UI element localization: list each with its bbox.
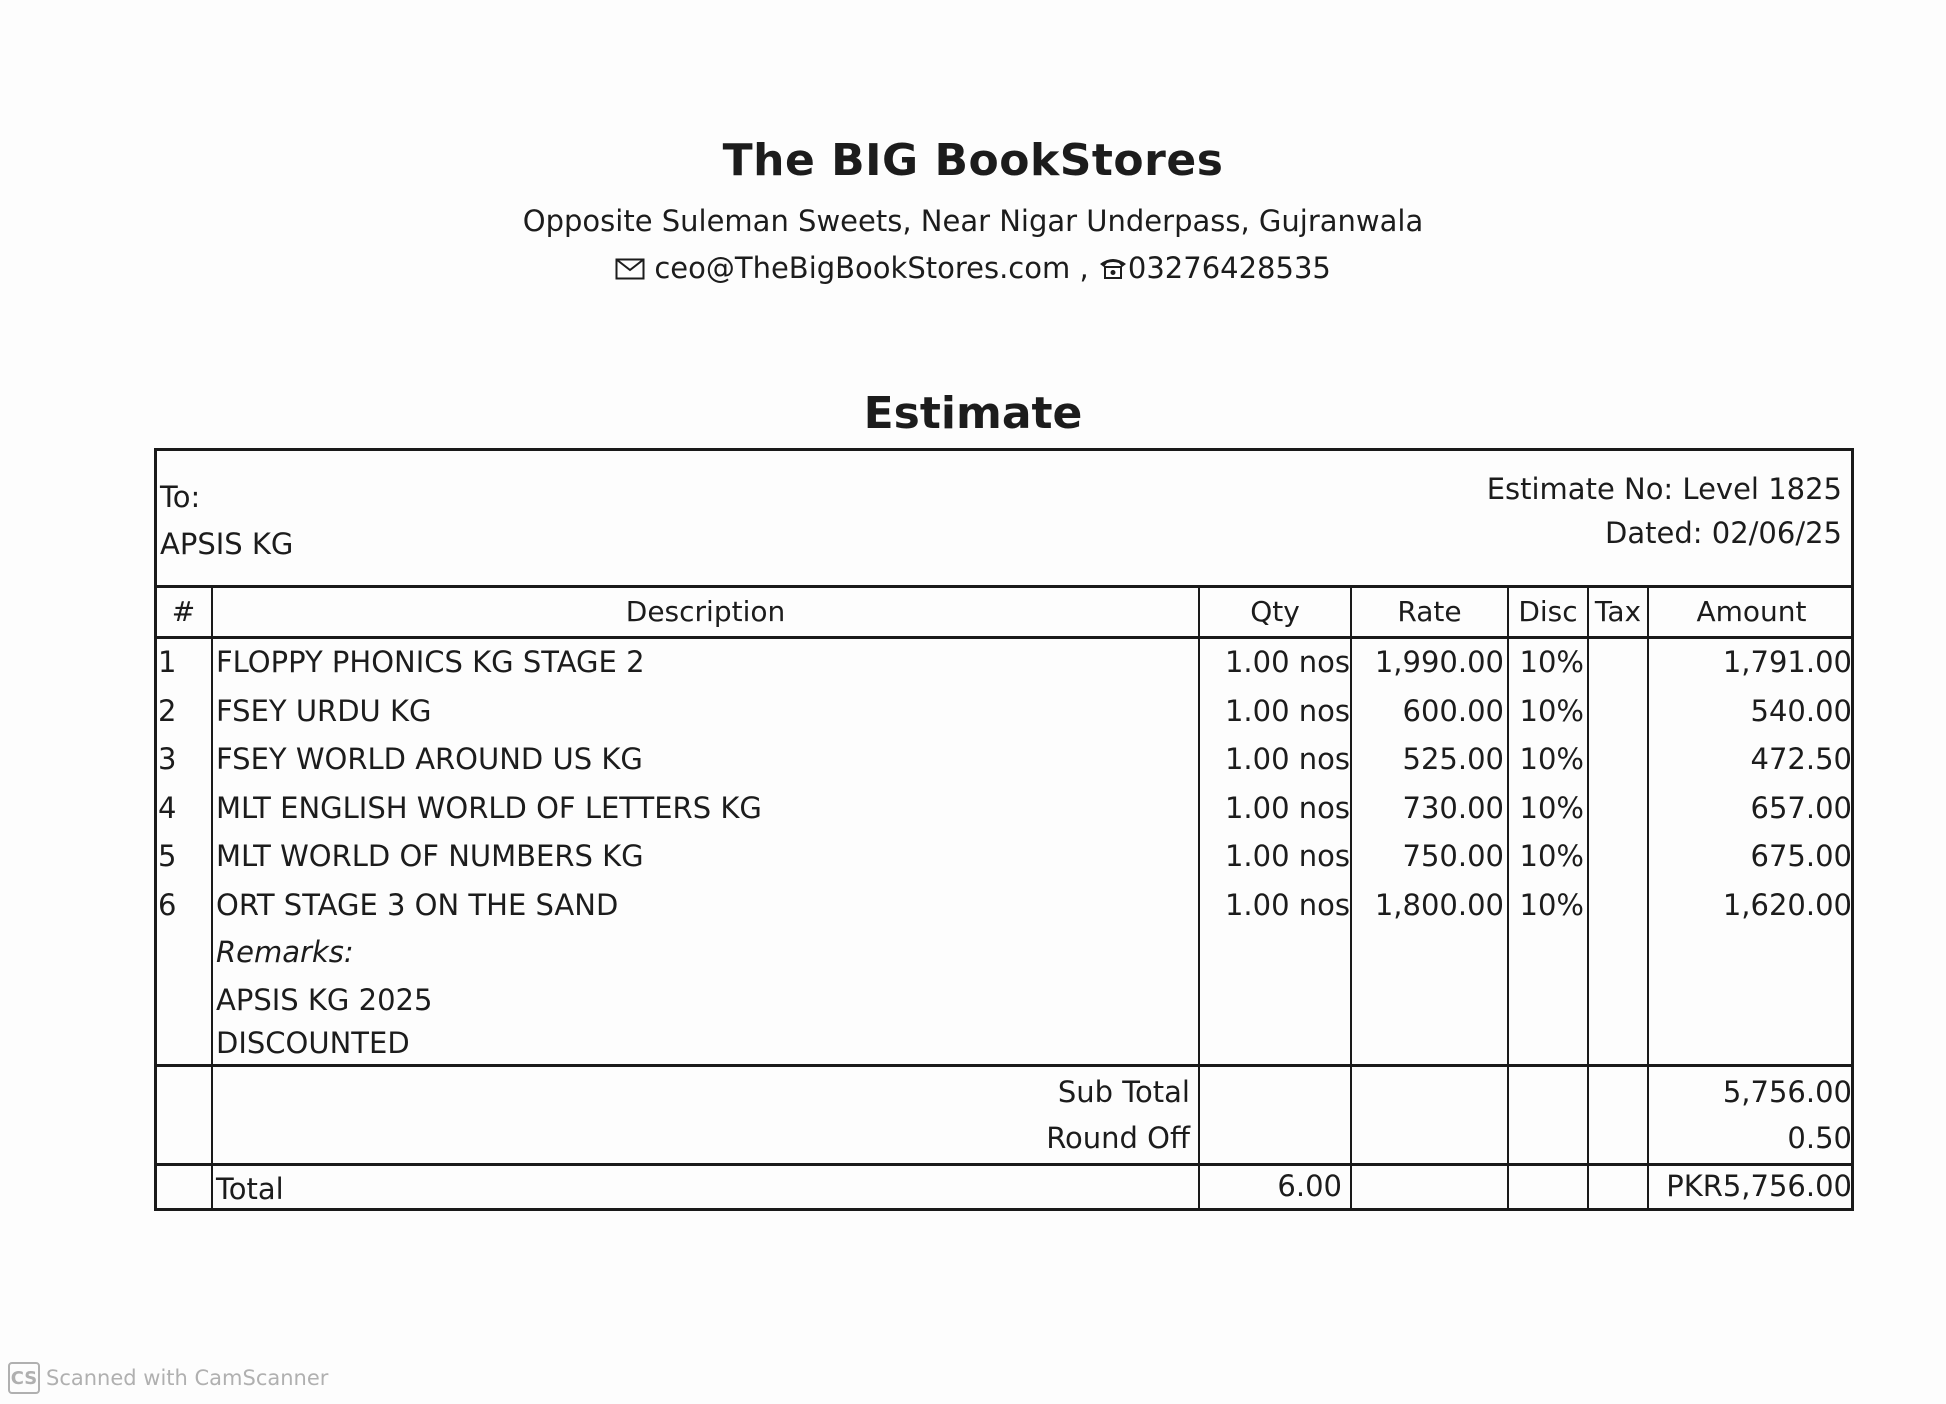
header-tax: Tax (1594, 595, 1642, 628)
row-description: FLOPPY PHONICS KG STAGE 2 (216, 645, 645, 679)
document-title: Estimate (863, 388, 1083, 439)
camscanner-watermark (8, 1362, 328, 1394)
row-qty: 1.00 nos (1224, 645, 1350, 679)
row-rate: 1,990.00 (1374, 645, 1504, 679)
store-email: ceo@TheBigBookStores.com , (654, 251, 1089, 285)
rule-header-bottom (154, 636, 1854, 639)
total-amount: PKR5,756.00 (1666, 1169, 1852, 1203)
row-disc: 10% (1519, 645, 1584, 679)
row-disc: 10% (1519, 839, 1584, 873)
store-address: Opposite Suleman Sweets, Near Nigar Underpass, Gujranwala (522, 204, 1424, 238)
row-disc: 10% (1519, 694, 1584, 728)
row-number: 3 (158, 742, 177, 776)
telephone-icon (1098, 253, 1128, 287)
roundoff-value: 0.50 (1787, 1121, 1852, 1155)
header-qty: Qty (1250, 595, 1300, 628)
row-description: FSEY WORLD AROUND US KG (216, 742, 643, 776)
row-rate: 1,800.00 (1374, 888, 1504, 922)
subtotal-label: Sub Total (1057, 1075, 1190, 1109)
customer-name: APSIS KG (160, 527, 294, 561)
store-contact (0, 251, 1946, 287)
row-disc: 10% (1519, 888, 1584, 922)
estimate-number: Estimate No: Level 1825 (1486, 472, 1842, 506)
row-qty: 1.00 nos (1224, 694, 1350, 728)
column-divider (1198, 585, 1200, 1209)
row-description: ORT STAGE 3 ON THE SAND (216, 888, 619, 922)
store-name: The BIG BookStores (722, 135, 1224, 186)
row-rate: 525.00 (1402, 742, 1504, 776)
roundoff-label: Round Off (1046, 1121, 1190, 1155)
rule-header-top (154, 585, 1854, 588)
row-number: 6 (158, 888, 177, 922)
row-rate: 600.00 (1402, 694, 1504, 728)
row-amount: 472.50 (1750, 742, 1852, 776)
estimate-table (154, 448, 1854, 1211)
row-qty: 1.00 nos (1224, 839, 1350, 873)
row-number: 4 (158, 791, 177, 825)
header-amount: Amount (1696, 595, 1807, 628)
row-description: MLT ENGLISH WORLD OF LETTERS KG (216, 791, 762, 825)
to-label: To: (160, 480, 201, 514)
envelope-icon (615, 253, 645, 287)
row-amount: 540.00 (1750, 694, 1852, 728)
row-amount: 1,620.00 (1722, 888, 1852, 922)
header-disc: Disc (1518, 595, 1578, 628)
watermark-text: Scanned with CamScanner (46, 1366, 329, 1390)
total-qty: 6.00 (1277, 1169, 1342, 1203)
row-rate: 730.00 (1402, 791, 1504, 825)
column-divider (211, 585, 213, 1209)
header-rate: Rate (1397, 595, 1462, 628)
header-number: # (171, 595, 196, 628)
subtotal-value: 5,756.00 (1722, 1075, 1852, 1109)
row-qty: 1.00 nos (1224, 791, 1350, 825)
camscanner-logo: CS (8, 1362, 40, 1394)
estimate-date: Dated: 02/06/25 (1605, 516, 1842, 550)
row-rate: 750.00 (1402, 839, 1504, 873)
remarks-line: APSIS KG 2025 (216, 983, 433, 1017)
row-qty: 1.00 nos (1224, 742, 1350, 776)
row-amount: 657.00 (1750, 791, 1852, 825)
column-divider (1350, 585, 1352, 1209)
remarks-label: Remarks: (216, 935, 354, 969)
rule-total-top (154, 1163, 1854, 1166)
row-number: 2 (158, 694, 177, 728)
row-number: 5 (158, 839, 177, 873)
column-divider (1647, 585, 1649, 1209)
rule-subtotal-top (154, 1064, 1854, 1067)
row-qty: 1.00 nos (1224, 888, 1350, 922)
row-disc: 10% (1519, 791, 1584, 825)
row-amount: 675.00 (1750, 839, 1852, 873)
row-description: MLT WORLD OF NUMBERS KG (216, 839, 644, 873)
remarks-line: DISCOUNTED (216, 1026, 410, 1060)
row-description: FSEY URDU KG (216, 694, 432, 728)
row-disc: 10% (1519, 742, 1584, 776)
column-divider (1507, 585, 1509, 1209)
store-phone: 03276428535 (1127, 251, 1331, 285)
row-number: 1 (158, 645, 177, 679)
total-label: Total (216, 1172, 284, 1206)
row-amount: 1,791.00 (1722, 645, 1852, 679)
header-description: Description (625, 595, 786, 628)
column-divider (1587, 585, 1589, 1209)
